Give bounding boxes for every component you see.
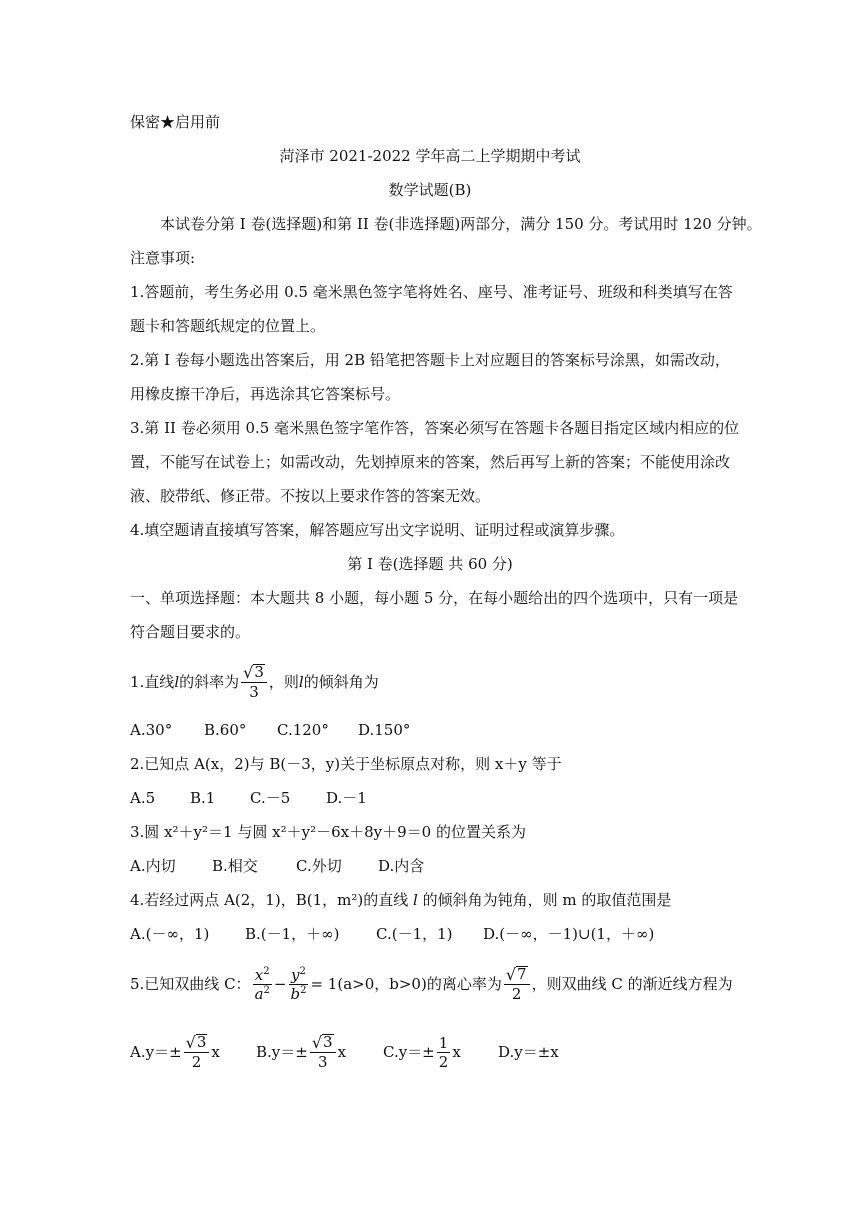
question-1-stem — [130, 662, 379, 702]
q3-option-b: B.相交 — [212, 857, 258, 875]
question-4-stem — [130, 890, 671, 910]
q5-post: ，则双曲线 C 的渐近线方程为 — [531, 975, 733, 993]
q4-option-b: B.(－1，＋∞) — [245, 925, 340, 943]
q5-option-a: A.y＝± √ 3 2 x — [130, 1032, 220, 1071]
q1-var-l-2: l — [298, 673, 304, 691]
q1-option-a: A.30° — [130, 721, 173, 739]
minus-sign: − — [273, 975, 287, 993]
notice-3c: 液、胶带纸、修正带。不按以上要求作答的答案无效。 — [130, 487, 491, 505]
q2-option-d: D.－1 — [326, 789, 367, 807]
q2-option-c: C.－5 — [250, 789, 291, 807]
q1-slope-fraction: √ 3 3 — [241, 664, 267, 701]
q4-option-d: D.(－∞，－1)∪(1，＋∞) — [483, 925, 655, 943]
section-title: 第 I 卷(选择题 共 60 分) — [347, 555, 513, 573]
sqrt-symbol: √ — [311, 1032, 323, 1052]
exam-title: 菏泽市 2021-2022 学年高二上学期期中考试 — [279, 147, 581, 165]
notice-3a: 3.第 II 卷必须用 0.5 毫米黑色签字笔作答，答案必须写在答题卡各题目指定区域内相应的位 — [130, 419, 740, 437]
q5-cond: (a>0，b>0)的离心率为 — [337, 975, 502, 993]
q5-fraction-y: $\frac{y^2}{b^2}$ — [290, 965, 307, 1003]
sqrt-symbol: √ — [505, 964, 517, 984]
section-desc-b: 符合题目要求的。 — [130, 623, 251, 641]
q3-option-c: C.外切 — [296, 857, 342, 875]
q5-option-d: D.y＝±x — [498, 1043, 559, 1061]
q3-option-a: A.内切 — [130, 857, 176, 875]
question-2-stem: 2.已知点 A(x，2)与 B(－3，y)关于坐标原点对称，则 x＋y 等于 — [130, 755, 562, 773]
q4-option-a: A.(－∞，1) — [130, 925, 210, 943]
question-5-stem — [130, 964, 733, 1004]
q5-option-c: C.y＝± $\frac{1}{2}$ x — [383, 1033, 461, 1071]
notice-3b: 置，不能写在试卷上；如需改动，先划掉原来的答案，然后再写上新的答案；不能使用涂改 — [130, 453, 731, 471]
intro-line: 本试卷分第 I 卷(选择题)和第 II 卷(非选择题)两部分，满分 150 分。考试用时 120 分钟。 — [160, 215, 762, 233]
q5-eq: = 1 — [310, 975, 338, 993]
notice-1b: 题卡和答题纸规定的位置上。 — [130, 317, 326, 335]
q5-pre: 5.已知双曲线 C： — [130, 975, 251, 993]
q5-fraction-x: $\frac{x^2}{a^2}$ — [254, 965, 270, 1003]
exam-subtitle: 数学试题(B) — [388, 181, 472, 199]
q1-post2: 的倾斜角为 — [303, 673, 379, 691]
q1-option-b: B.60° — [204, 721, 247, 739]
q4-var-l: l — [412, 891, 418, 909]
q4-option-c: C.(－1，1) — [376, 925, 453, 943]
confidential-label: 保密★启用前 — [130, 113, 221, 131]
q1-pre: 1.直线 — [130, 673, 175, 691]
q1-option-d: D.150° — [358, 721, 411, 739]
q1-option-c: C.120° — [277, 721, 329, 739]
question-3-stem: 3.圆 x²＋y²＝1 与圆 x²＋y²－6x＋8y＋9＝0 的位置关系为 — [130, 823, 526, 841]
notice-1a: 1.答题前，考生务必用 0.5 毫米黑色签字笔将姓名、座号、准考证号、班级和科类填写在答 — [130, 283, 733, 301]
notice-4: 4.填空题请直接填写答案，解答题应写出文字说明、证明过程或演算步骤。 — [130, 521, 625, 539]
q1-var-l: l — [174, 673, 180, 691]
q4-pre: 4.若经过两点 A(2，1)，B(1，m²)的直线 — [130, 891, 413, 909]
section-desc-a: 一、单项选择题：本大题共 8 小题，每小题 5 分，在每小题给出的四个选项中，只有一项是 — [130, 589, 739, 607]
notice-heading: 注意事项: — [130, 249, 196, 267]
sqrt-symbol: √ — [243, 662, 254, 682]
notice-2b: 用橡皮擦干净后，再选涂其它答案标号。 — [130, 385, 401, 403]
q5-eccentricity-fraction: √ 7 2 — [504, 966, 530, 1003]
q1-post1: ，则 — [268, 673, 299, 691]
q2-option-b: B.1 — [190, 789, 216, 807]
sqrt-symbol: √ — [185, 1032, 196, 1052]
q4-post: 的倾斜角为钝角，则 m 的取值范围是 — [417, 891, 672, 909]
q2-option-a: A.5 — [130, 789, 156, 807]
notice-2a: 2.第 I 卷每小题选出答案后，用 2B 铅笔把答题卡上对应题目的答案标号涂黑，如需改动， — [130, 351, 730, 369]
q3-option-d: D.内含 — [378, 857, 425, 875]
q1-mid: 的斜率为 — [179, 673, 240, 691]
q5-option-b: B.y＝± √ 3 3 x — [256, 1032, 347, 1071]
